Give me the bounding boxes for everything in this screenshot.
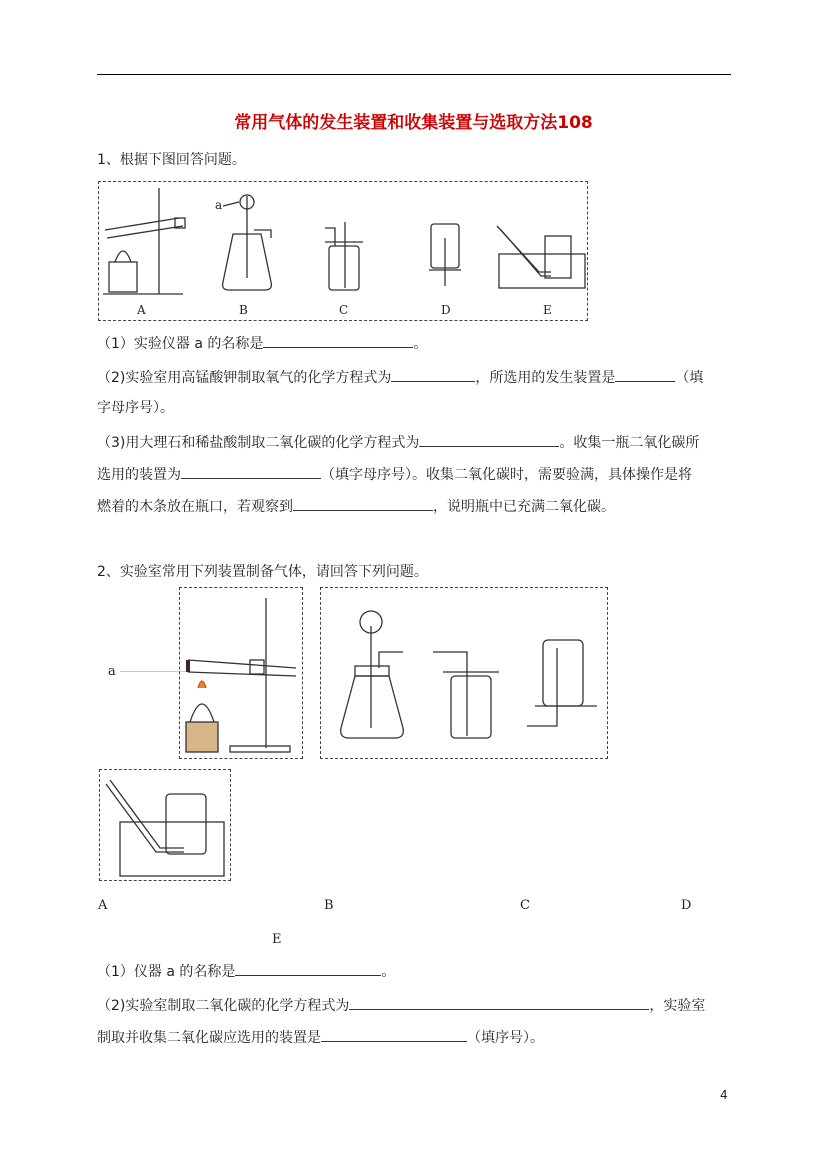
q1-label-E: E bbox=[543, 303, 552, 317]
q2-blank-3[interactable] bbox=[321, 1027, 467, 1042]
q1-part3-line2 bbox=[97, 464, 731, 485]
q2-part2-pre: （2)实验室制取二氧化碳的化学方程式为 bbox=[97, 998, 350, 1014]
q2-label-E: E bbox=[272, 932, 282, 947]
q2-figure-A bbox=[179, 587, 303, 759]
q1-label-C: C bbox=[339, 303, 349, 317]
q2-part2-line2-post: （填序号）。 bbox=[467, 1030, 544, 1046]
q1-part3-line3 bbox=[97, 496, 731, 517]
q1-part1 bbox=[97, 333, 731, 354]
q2-figure-BCD bbox=[320, 587, 608, 759]
q1-blank-5[interactable] bbox=[181, 464, 321, 479]
q2-part2 bbox=[97, 995, 731, 1016]
q1-label-A: A bbox=[137, 303, 146, 317]
q2-part1-pre: （1）仪器 a 的名称是 bbox=[97, 964, 236, 980]
q1-part3-line2-pre: 选用的装置为 bbox=[97, 467, 181, 483]
q2-label-C: C bbox=[520, 898, 530, 913]
q1-part1-pre: （1）实验仪器 a 的名称是 bbox=[97, 336, 264, 352]
q1-part3-line2-post: （填字母序号）。收集二氧化碳时，需要验满，具体操作是将 bbox=[321, 467, 692, 483]
q1-blank-1[interactable] bbox=[263, 333, 413, 348]
q2-part1-post: 。 bbox=[381, 964, 396, 980]
header-rule bbox=[97, 74, 731, 75]
q1-label-D: D bbox=[441, 303, 451, 317]
q2-label-B: B bbox=[324, 898, 334, 913]
q1-blank-4[interactable] bbox=[419, 432, 559, 447]
q1-part2-mid: ，所选用的发生装置是 bbox=[475, 370, 616, 386]
q1-part2-pre: （2)实验室用高锰酸钾制取氧气的化学方程式为 bbox=[97, 370, 392, 386]
q2-figure-E bbox=[99, 769, 231, 881]
q1-part3-line3-pre: 燃着的木条放在瓶口，若观察到 bbox=[97, 499, 293, 515]
q1-part3-pre: （3)用大理石和稀盐酸制取二氧化碳的化学方程式为 bbox=[97, 435, 420, 451]
q2-apparatus-E-drawing bbox=[100, 770, 230, 880]
q1-part3 bbox=[97, 432, 731, 453]
q2-label-A: A bbox=[98, 898, 108, 913]
q1-stem: 1、根据下图回答问题。 bbox=[97, 152, 246, 168]
q2-mark-a: a bbox=[108, 664, 116, 679]
q1-figure bbox=[98, 181, 588, 321]
q1-part1-post: 。 bbox=[413, 336, 428, 352]
q1-blank-3[interactable] bbox=[615, 367, 675, 382]
q2-apparatus-BCD-drawing bbox=[321, 588, 607, 758]
q2-blank-2[interactable] bbox=[349, 995, 649, 1010]
q2-part2-line2-pre: 制取并收集二氧化碳应选用的装置是 bbox=[97, 1030, 321, 1046]
q1-apparatus-drawing bbox=[99, 182, 587, 320]
q2-stem: 2、实验室常用下列装置制备气体，请回答下列问题。 bbox=[97, 564, 428, 580]
q1-part2-post: （填 bbox=[675, 370, 704, 386]
q1-part2-line2: 字母序号）。 bbox=[97, 400, 174, 416]
q1-part3-line3-post: ，说明瓶中已充满二氧化碳。 bbox=[433, 499, 615, 515]
q2-part1 bbox=[97, 961, 731, 982]
q1-label-B: B bbox=[239, 303, 248, 317]
q2-part2-post: ，实验室 bbox=[649, 998, 706, 1014]
q1-part3-post: 。收集一瓶二氧化碳所 bbox=[559, 435, 700, 451]
q1-part2 bbox=[97, 367, 731, 388]
q1-blank-6[interactable] bbox=[293, 496, 433, 511]
q2-part2-line2 bbox=[97, 1027, 731, 1048]
q2-apparatus-A-drawing bbox=[180, 588, 302, 758]
q2-label-D: D bbox=[681, 898, 692, 913]
q1-mark-a: a bbox=[215, 198, 223, 212]
q1-blank-2[interactable] bbox=[391, 367, 475, 382]
page-title: 常用气体的发生装置和收集装置与选取方法108 bbox=[234, 113, 593, 133]
q2-blank-1[interactable] bbox=[235, 961, 381, 976]
page-number: 4 bbox=[720, 1088, 728, 1102]
